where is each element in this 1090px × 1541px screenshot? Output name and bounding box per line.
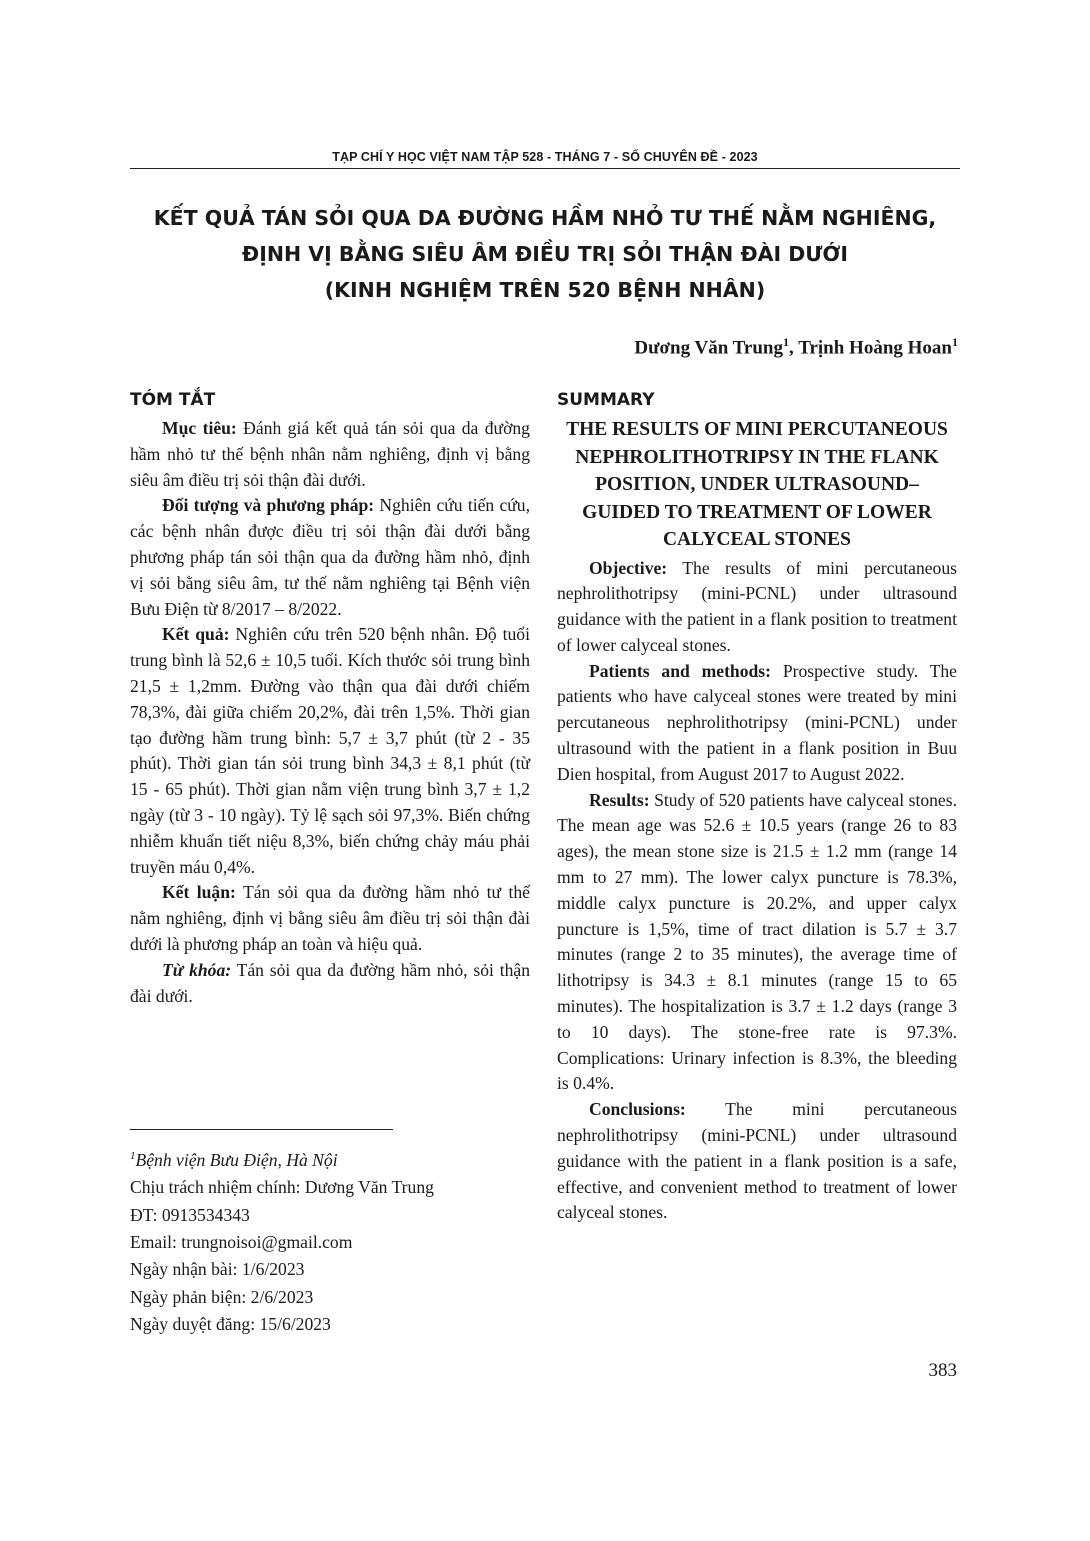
- paragraph-text: Prospective study. The patients who have calyceal stones were treated by mini percutaneous nephrolithotripsy (mini-PCNL) under ultrasound with the patient in a flank position in Buu Dien hospital, from August 2017 to August 2022.: [557, 660, 957, 784]
- abstract-keywords: [130, 958, 530, 1010]
- paragraph-text: Tán sỏi qua da đường hầm nhỏ, sỏi thận đài dưới.: [130, 959, 530, 1006]
- footnote-phone: ĐT: 0913534343: [130, 1204, 250, 1225]
- footnote-review-date: Ngày phản biện: 2/6/2023: [130, 1286, 314, 1307]
- paragraph-text: Nghiên cứu trên 520 bệnh nhân. Độ tuổi trung bình là 52,6 ± 10,5 tuổi. Kích thước sỏi trung bình 21,5 ± 1,2mm. Đường vào thận qua đài dưới chiếm 78,3%, đài giữa chiếm 20,2%, đài trên 1,5%. Thời gian tạo đường hầm trung bình: 5,7 ± 3,7 phút (từ 2 - 35 phút). Thời gian tán sỏi trung bình 34,3 ± 8,1 phút (từ 15 - 65 phút). Thời gian nằm viện trung bình 3,7 ± 1,2 ngày (từ 3 - 10 ngày). Tỷ lệ sạch sỏi 97,3%. Biến chứng nhiễm khuẩn tiết niệu 8,3%, biến chứng chảy máu phải truyền máu 0,4%.: [130, 624, 530, 877]
- paragraph-label: Conclusions:: [589, 1099, 686, 1120]
- paragraph-label: Mục tiêu:: [162, 418, 237, 438]
- title-line-1: KẾT QUẢ TÁN SỎI QUA DA ĐƯỜNG HẦM NHỎ TƯ THẾ NẰM NGHIÊNG,: [153, 206, 937, 230]
- paragraph-text: The mini percutaneous nephrolithotripsy (mini-PCNL) under ultrasound guidance with the patient in a flank position is a safe, effective, and convenient method to treatment of lower calyceal stones.: [557, 1099, 957, 1223]
- affiliation-mark: 1: [130, 1150, 136, 1162]
- footnote-affiliation: [130, 1143, 530, 1174]
- affiliation-text: Bệnh viện Bưu Điện, Hà Nội: [135, 1149, 338, 1170]
- paragraph-text: Đánh giá kết quả tán sỏi qua da đường hầm nhỏ tư thế bệnh nhân nằm nghiêng, định vị bằng siêu âm điều trị sỏi thận đài dưới.: [130, 418, 530, 490]
- author-name: Trịnh Hoàng Hoan: [798, 337, 952, 359]
- english-title: THE RESULTS OF MINI PERCUTANEOUS NEPHROLITHOTRIPSY IN THE FLANK POSITION, UNDER ULTRASOUND–GUIDED TO TREATMENT OF LOWER CALYCEAL STONES: [566, 419, 948, 550]
- footnote-responsible-author: Chịu trách nhiệm chính: Dương Văn Trung: [130, 1177, 434, 1198]
- header-rule: [130, 168, 960, 169]
- abstract-conclusion: [130, 880, 530, 957]
- footnote-accepted-date: Ngày duyệt đăng: 15/6/2023: [130, 1314, 331, 1335]
- summary-results: [557, 788, 957, 1098]
- footnote-rule: [130, 1129, 393, 1130]
- article-title: [110, 200, 980, 308]
- paragraph-label: Đối tượng và phương pháp:: [162, 495, 375, 516]
- title-line-2: ĐỊNH VỊ BẰNG SIÊU ÂM ĐIỀU TRỊ SỎI THẬN ĐÀI DƯỚI: [242, 242, 848, 266]
- paragraph-label: Patients and methods:: [589, 660, 772, 681]
- author-affiliation-mark: 1: [952, 335, 958, 349]
- footnotes: [130, 1143, 530, 1339]
- author-affiliation-mark: 1: [783, 335, 790, 349]
- summary-conclusion: [557, 1097, 957, 1226]
- journal-header: TẠP CHÍ Y HỌC VIỆT NAM TẬP 528 - THÁNG 7 - SỐ CHUYÊN ĐỀ - 2023: [332, 150, 758, 164]
- paragraph-label: Objective:: [589, 557, 668, 578]
- paragraph-text: Nghiên cứu tiến cứu, các bệnh nhân được điều trị sỏi thận đài dưới bằng phương pháp tán sỏi thận qua da đường hầm nhỏ, định vị sỏi bằng siêu âm, tư thế nằm nghiêng tại Bệnh viện Bưu Điện từ 8/2017 – 8/2022.: [130, 495, 531, 619]
- section-heading-tom-tat: TÓM TẮT: [130, 390, 216, 410]
- abstract-methods: [130, 493, 530, 622]
- author-separator: ,: [789, 337, 799, 359]
- summary-methods: [557, 659, 957, 788]
- paragraph-text: Study of 520 patients have calyceal stones. The mean age was 52.6 ± 10.5 years (range 26 to 83 ages), the mean stone size is 21.5 ± 1.2 mm (range 14 mm to 27 mm). The lower calyx puncture is 78.3%, middle calyx puncture is 20.2%, and upper calyx puncture is 1,5%, time of tract dilation is 5.7 ± 3.7 minutes (range 2 to 35 minutes), the average time of lithotripsy is 34.3 ± 8.1 minutes (range 15 to 65 minutes). The hospitalization is 3.7 ± 1.2 days (range 3 to 10 days). The stone-free rate is 97.3%. Complications: Urinary infection is 8.3%, the bleeding is 0.4%.: [557, 789, 957, 1094]
- english-abstract: [557, 388, 957, 1226]
- paragraph-label: Từ khóa:: [162, 959, 232, 980]
- vietnamese-abstract: [130, 388, 530, 1009]
- abstract-objective: [130, 416, 530, 493]
- title-line-3: (KINH NGHIỆM TRÊN 520 BỆNH NHÂN): [324, 278, 766, 302]
- footnote-received-date: Ngày nhận bài: 1/6/2023: [130, 1259, 305, 1280]
- footnote-email: Email: trungnoisoi@gmail.com: [130, 1232, 353, 1253]
- paragraph-text: The results of mini percutaneous nephrolithotripsy (mini-PCNL) under ultrasound guidance with the patient in a flank position to treatment of lower calyceal stones.: [557, 557, 957, 655]
- paragraph-label: Kết luận:: [162, 882, 236, 903]
- section-heading-summary: SUMMARY: [557, 390, 655, 410]
- summary-objective: [557, 556, 957, 659]
- paragraph-label: Kết quả:: [162, 624, 230, 645]
- paragraph-label: Results:: [589, 789, 650, 810]
- abstract-results: [130, 622, 530, 880]
- author-name: Dương Văn Trung: [634, 337, 784, 359]
- paragraph-text: Tán sỏi qua da đường hầm nhỏ tư thế nằm nghiêng, định vị bằng siêu âm điều trị sỏi thận đài dưới là phương pháp an toàn và hiệu quả.: [130, 882, 530, 954]
- author-list: [634, 335, 958, 359]
- page-number: 383: [928, 1360, 957, 1381]
